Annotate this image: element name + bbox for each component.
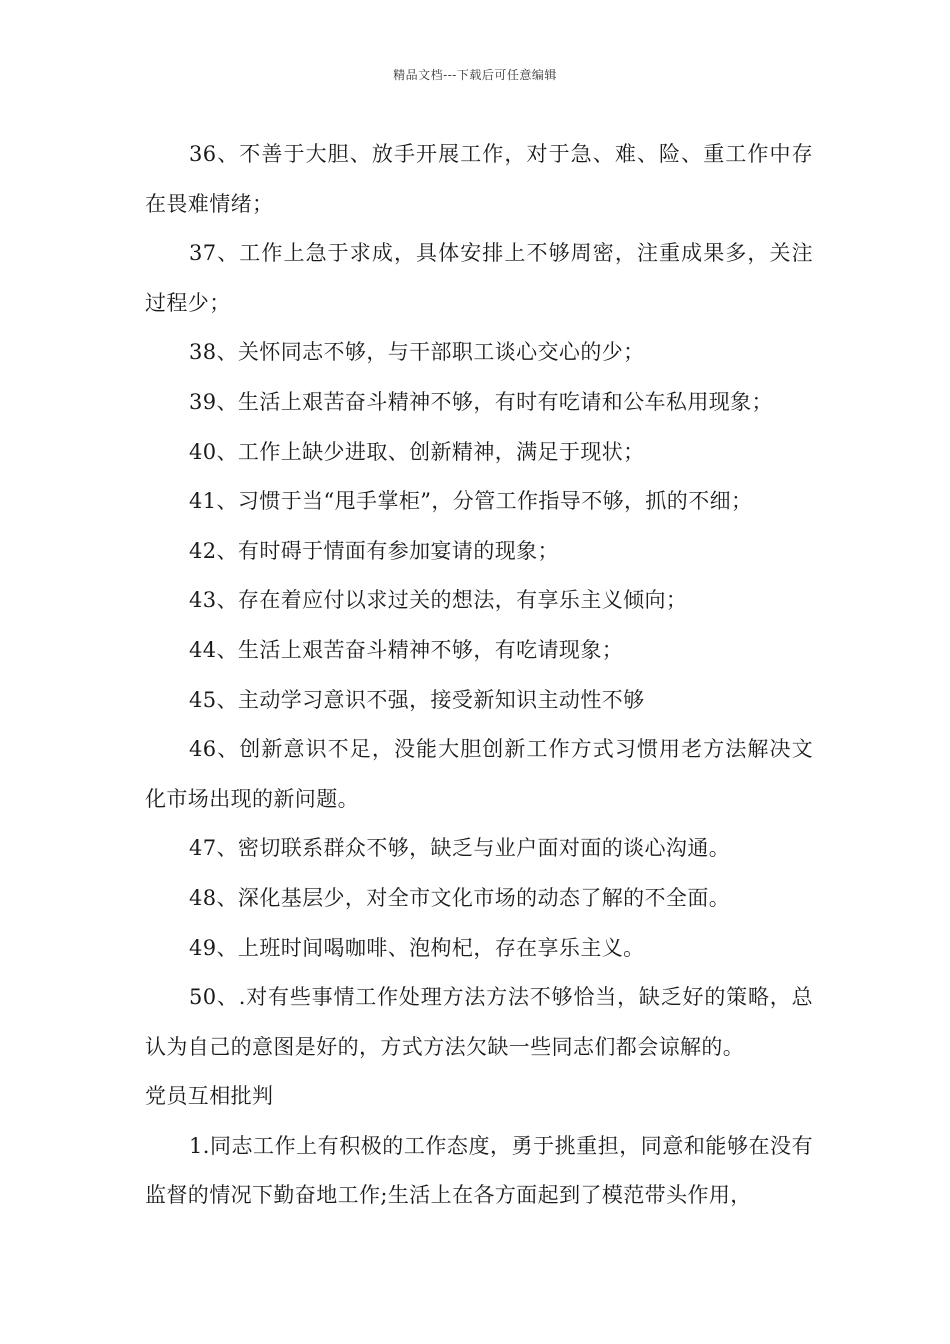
paragraph-critique-1: 1.同志工作上有积极的工作态度，勇于挑重担，同意和能够在没有监督的情况下勤奋地工作;生活上在各方面起到了模范带头作用， — [145, 1133, 813, 1208]
paragraph-item-44: 44、生活上艰苦奋斗精神不够，有吃请现象； — [189, 637, 624, 662]
paragraph-item-41: 41、习惯于当“甩手掌柜”，分管工作指导不够，抓的不细； — [189, 489, 753, 514]
paragraph-item-49: 49、上班时间喝咖啡、泡枸杞，存在享乐主义。 — [189, 935, 645, 960]
section-heading: 党员互相批判 — [145, 1084, 274, 1109]
paragraph-item-37: 37、工作上急于求成，具体安排上不够周密，注重成果多，关注过程少； — [145, 241, 813, 315]
paragraph-item-36: 36、不善于大胆、放手开展工作，对于急、难、险、重工作中存在畏难情绪； — [145, 142, 813, 216]
paragraph-item-48: 48、深化基层少，对全市文化市场的动态了解的不全面。 — [189, 885, 731, 910]
paragraph-item-46: 46、创新意识不足，没能大胆创新工作方式习惯用老方法解决文化市场出现的新问题。 — [145, 737, 813, 811]
paragraph-item-40: 40、工作上缺少进取、创新精神，满足于现状； — [189, 439, 645, 464]
paragraph-item-50: 50、.对有些事情工作处理方法方法不够恰当，缺乏好的策略，总认为自己的意图是好的，方式方法欠缺一些同志们都会谅解的。 — [145, 985, 813, 1059]
paragraph-item-43: 43、存在着应付以求过关的想法，有享乐主义倾向； — [189, 588, 688, 613]
paragraph-item-47: 47、密切联系群众不够，缺乏与业户面对面的谈心沟通。 — [189, 836, 731, 861]
paragraph-item-39: 39、生活上艰苦奋斗精神不够，有时有吃请和公车私用现象； — [189, 389, 773, 414]
paragraph-item-45: 45、主动学习意识不强，接受新知识主动性不够 — [189, 687, 645, 712]
page-header: 精品文档---下载后可任意编辑 — [393, 68, 557, 82]
document-body — [145, 130, 813, 1221]
paragraph-item-38: 38、关怀同志不够，与干部职工谈心交心的少； — [189, 340, 645, 365]
paragraph-item-42: 42、有时碍于情面有参加宴请的现象； — [189, 538, 559, 563]
